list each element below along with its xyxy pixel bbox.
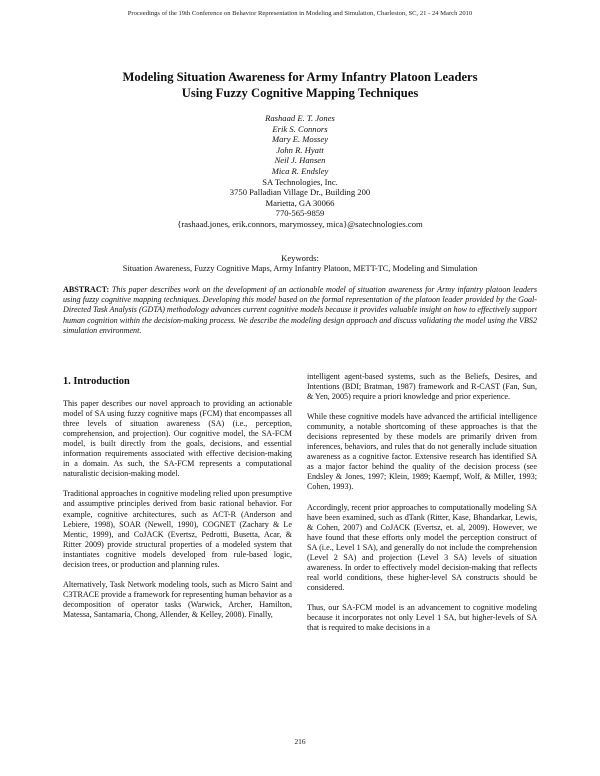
author-name: John R. Hyatt: [276, 144, 324, 155]
section-heading: 1. Introduction: [63, 376, 130, 387]
running-header: Proceedings of the 19th Conference on Behavior Representation in Modeling and Simulation, Charleston, SC, 21 - 24 March 2010: [127, 10, 473, 17]
paragraph: intelligent agent-based systems, such as the Beliefs, Desires, and Intentions (BDI; Bratman, 1987) framework and R-CAST (Fan, Sun, & Yen, 2005) require a priori knowledge and prior experience.: [307, 372, 537, 402]
paragraph: Alternatively, Task Network modeling tools, such as Micro Saint and C3TRACE provide a framework for representing human behavior as a decomposition of operator tasks (Warwick, Archer, Hamilton, Matessa, Santamaria, Chong, Allender, & Kelley, 2008). Finally,: [63, 579, 293, 619]
author-name: Rashaad E. T. Jones: [265, 113, 335, 123]
affiliation-city: Marietta, GA 30066: [265, 197, 335, 208]
author-block: [100, 113, 500, 230]
author-name: Erik S. Connors: [272, 123, 328, 134]
abstract-text: This paper describes work on the development of an actionable model of situation awareness for Army infantry platoon leaders using fuzzy cognitive mapping techniques. Developing this model based on the formal representation of the platoon leader provided by the Goal-Directed Task Analysis (GDTA) methodology advances current cognitive models because it provides valuable insight on how to effectively support human cognition within the decision-making process. We describe the modeling design approach and discuss validating the model using the VBS2 simulation environment.: [63, 285, 537, 335]
title-line-2: Using Fuzzy Cognitive Mapping Techniques: [181, 86, 419, 100]
title-line-1: Modeling Situation Awareness for Army Infantry Platoon Leaders: [122, 70, 478, 84]
keywords-list: Situation Awareness, Fuzzy Cognitive Maps, Army Infantry Platoon, METT-TC, Modeling and Simulation: [122, 264, 478, 273]
page-number: 216: [294, 737, 306, 746]
affiliation-org: SA Technologies, Inc.: [262, 176, 338, 187]
paragraph: Accordingly, recent prior approaches to computationally modeling SA have been examined, such as dTank (Ritter, Kase, Bhandarkar, Lewis, & Cohen, 2007) and CoJACK (Evertsz, et. al, 2009). However, we have found that these efforts only model the perception construct of SA (i.e., Level 1 SA), and generally do not include the comprehension (Level 2 SA) and projection (Level 3 SA) levels of situation awareness. In order to effectively model decision-making that reflects real world conditions, these higher-level SA constructs should be considered.: [307, 502, 537, 592]
paper-title: [40, 69, 560, 101]
paragraph: Traditional approaches in cognitive modeling relied upon presumptive and assumptive principles derived from basic rational behavior. For example, cognitive architectures, such as ACT-R (Anderson and Lebiere, 1998), SOAR (Newell, 1990), COGNET (Zachary & Le Mentic, 1999), and CoJACK (Evertsz, Pedrotti, Busetta, Acar, & Ritter 2009) provide structural properties of a modeled system that instantiates cognitive models developed from rule-based logic, decision trees, or production and planning rules.: [63, 489, 292, 569]
paragraph: This paper describes our novel approach to providing an actionable model of SA using fuzzy cognitive maps (FCM) that encompasses all three levels of situation awareness (SA) (i.e., perception, comprehension, and projection). Our cognitive model, the SA-FCM model, is built directly from the goals, decisions, and essential information requirements associated with effective decision-making in a domain. As such, the SA-FCM represents a computational naturalistic decision-making model.: [63, 399, 292, 479]
paragraph: Thus, our SA-FCM model is an advancement to cognitive modeling because it incorporates not only Level 1 SA, but higher-levels of SA that is required to make decisions in a: [307, 602, 537, 633]
affiliation-email: {rashaad.jones, erik.connors, marymossey, mica}@satechnologies.com: [177, 218, 423, 229]
author-name: Neil J. Hansen: [274, 155, 326, 166]
left-column: [63, 362, 292, 630]
affiliation-street: 3750 Palladian Village Dr., Building 200: [229, 187, 371, 198]
abstract-label: ABSTRACT:: [63, 285, 110, 294]
affiliation-phone: 770-565-9859: [275, 208, 325, 219]
abstract: [63, 285, 537, 336]
author-name: Mica R. Endsley: [271, 165, 329, 176]
keywords-heading: Keywords:: [281, 253, 319, 263]
paragraph: While these cognitive models have advanced the artificial intelligence community, a notable shortcoming of these approaches is that the decisions represented by these models are primarily driven from inferences, behaviors, and rules that do not generally include situation awareness as a cognitive factor. Extensive research has identified SA as a major factor behind the quality of the decision process (see Endsley & Jones, 1997; Klein, 1989; Kaempf, Wolf, & Miller, 1993; Cohen, 1993).: [307, 412, 537, 492]
right-column: [307, 372, 537, 643]
author-name: Mary E. Mossey: [271, 134, 329, 145]
